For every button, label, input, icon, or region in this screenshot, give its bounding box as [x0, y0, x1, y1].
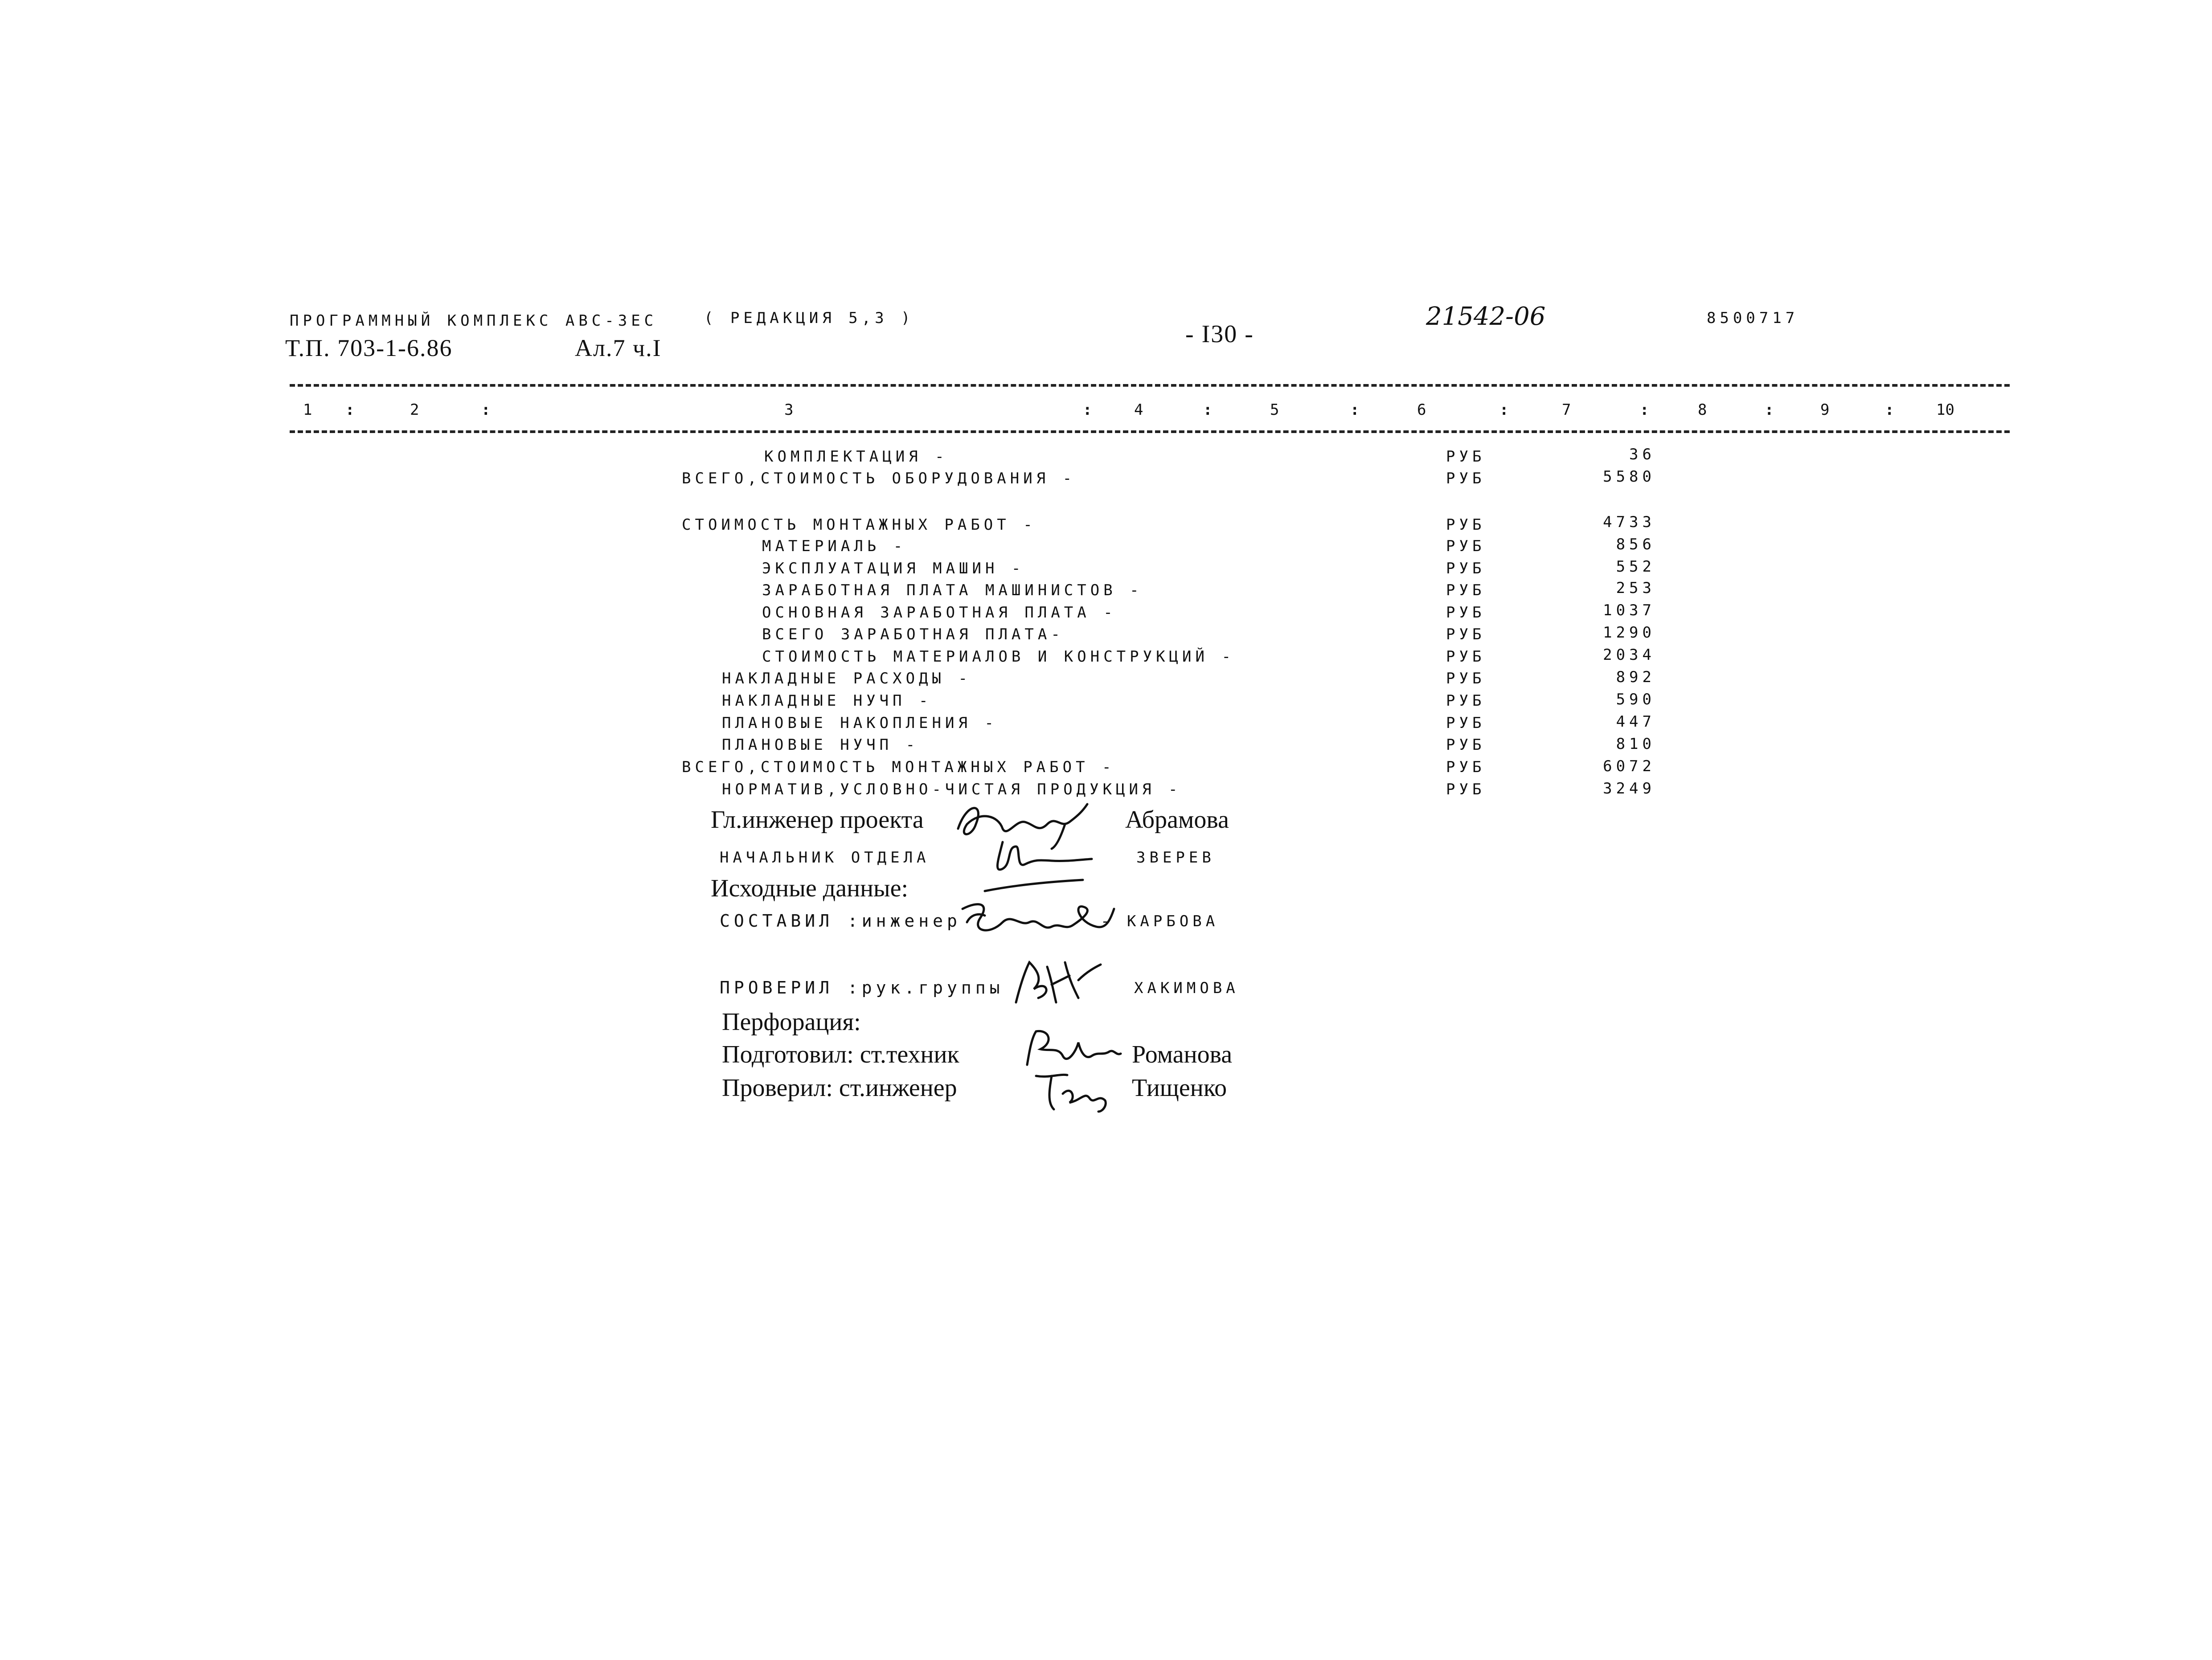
row-unit: РУБ: [1446, 516, 1486, 534]
department-head-title: НАЧАЛЬНИК ОТДЕЛА: [720, 849, 930, 867]
row-unit: РУБ: [1446, 581, 1486, 599]
row-value: 810: [1616, 735, 1655, 753]
row-label: НАКЛАДНЫЕ НУЧП -: [722, 692, 932, 710]
column-header-10: 10: [1936, 401, 1954, 419]
checked-title-text: ПРОВЕРИЛ :рук.группы: [720, 978, 1004, 998]
row-unit: РУБ: [1446, 714, 1486, 732]
row-value: 3249: [1603, 780, 1655, 797]
row-label: ОСНОВНАЯ ЗАРАБОТНАЯ ПЛАТА -: [762, 604, 1117, 621]
column-header-6: 6: [1417, 401, 1426, 419]
column-separator: :: [1499, 401, 1509, 419]
album-label: Ал.7 ч.I: [575, 335, 662, 361]
row-label: ПЛАНОВЫЕ НУЧП -: [722, 736, 919, 754]
column-separator: :: [1885, 401, 1894, 419]
row-label: ПЛАНОВЫЕ НАКОПЛЕНИЯ -: [722, 714, 998, 732]
verified-title: Проверил: ст.инженер: [722, 1074, 957, 1102]
compiled-name: - КАРБОВА: [1101, 912, 1219, 930]
row-label: НАКЛАДНЫЕ РАСХОДЫ -: [722, 670, 971, 687]
row-unit: РУБ: [1446, 781, 1486, 798]
row-unit: РУБ: [1446, 604, 1486, 621]
verified-name: Тищенко: [1132, 1074, 1227, 1102]
column-header-9: 9: [1820, 401, 1830, 419]
row-value: 590: [1616, 691, 1655, 708]
row-value: 2034: [1603, 646, 1655, 664]
column-separator: :: [345, 401, 355, 419]
column-header-5: 5: [1270, 401, 1279, 419]
row-label: ВСЕГО,СТОИМОСТЬ ОБОРУДОВАНИЯ -: [682, 470, 1076, 487]
checked-title: [720, 978, 1004, 998]
row-unit: РУБ: [1446, 626, 1486, 643]
row-value: 856: [1616, 536, 1655, 553]
row-value: 253: [1616, 579, 1655, 597]
chief-engineer-title: Гл.инженер проекта: [711, 806, 924, 834]
row-value: 1037: [1603, 601, 1655, 619]
checked-signature: [1007, 953, 1105, 1011]
column-separator: :: [1765, 401, 1774, 419]
checked-name: ХАКИМОВА: [1134, 979, 1239, 997]
project-code: Т.П. 703-1-6.86: [285, 335, 453, 361]
table-top-rule: [290, 384, 2010, 387]
row-label: ЭКСПЛУАТАЦИЯ МАШИН -: [762, 560, 1025, 577]
handwritten-code: 21542-06: [1426, 302, 1546, 331]
row-label: МАТЕРИАЛЬ -: [762, 537, 907, 555]
row-unit: РУБ: [1446, 537, 1486, 555]
column-header-4: 4: [1134, 401, 1143, 419]
row-label: ВСЕГО ЗАРАБОТНАЯ ПЛАТА-: [762, 626, 1064, 643]
row-value: 1290: [1603, 624, 1655, 642]
row-unit: РУБ: [1446, 560, 1486, 577]
row-label: КОМПЛЕКТАЦИЯ -: [764, 448, 948, 466]
prepared-name: Романова: [1132, 1041, 1233, 1068]
row-unit: РУБ: [1446, 736, 1486, 754]
compiled-title: [720, 911, 961, 931]
row-value: 552: [1616, 558, 1655, 576]
program-title: ПРОГРАММНЫЙ КОМПЛЕКС АВС-3ЕС: [290, 312, 658, 330]
source-data-title: Исходные данные:: [711, 875, 909, 902]
perforation-title: Перфорация:: [722, 1008, 861, 1036]
column-header-3: 3: [784, 401, 794, 419]
row-label: НОРМАТИВ,УСЛОВНО-ЧИСТАЯ ПРОДУКЦИЯ -: [722, 781, 1182, 798]
row-label: ВСЕГО,СТОИМОСТЬ МОНТАЖНЫХ РАБОТ -: [682, 758, 1115, 776]
column-header-7: 7: [1562, 401, 1571, 419]
column-header-8: 8: [1698, 401, 1707, 419]
document-number: 8500717: [1707, 309, 1799, 327]
row-label: СТОИМОСТЬ МОНТАЖНЫХ РАБОТ -: [682, 516, 1036, 534]
prepared-title: Подготовил: ст.техник: [722, 1041, 959, 1068]
row-value: 892: [1616, 668, 1655, 686]
column-separator: :: [1350, 401, 1360, 419]
prepared-signature: [1018, 1025, 1125, 1074]
page-number: - I30 -: [1185, 320, 1254, 348]
column-separator: :: [1203, 401, 1213, 419]
compiled-title-text: СОСТАВИЛ :инженер: [720, 911, 961, 931]
row-value: 6072: [1603, 757, 1655, 775]
column-header-1: 1: [303, 401, 312, 419]
column-separator: :: [1640, 401, 1649, 419]
department-head-signature: [976, 833, 1101, 900]
column-separator: :: [1083, 401, 1092, 419]
row-unit: РУБ: [1446, 692, 1486, 710]
row-value: 5580: [1603, 468, 1655, 486]
row-value: 36: [1629, 446, 1655, 463]
edition-label: ( РЕДАКЦИЯ 5,3 ): [704, 309, 914, 327]
row-unit: РУБ: [1446, 470, 1486, 487]
row-label: СТОИМОСТЬ МАТЕРИАЛОВ И КОНСТРУКЦИЙ -: [762, 648, 1235, 666]
column-separator: :: [481, 401, 491, 419]
table-header-rule: [290, 430, 2010, 433]
chief-engineer-name: Абрамова: [1125, 806, 1229, 834]
row-unit: РУБ: [1446, 670, 1486, 687]
verified-signature: [1032, 1067, 1112, 1116]
row-unit: РУБ: [1446, 758, 1486, 776]
row-unit: РУБ: [1446, 648, 1486, 666]
row-value: 447: [1616, 713, 1655, 731]
column-header-2: 2: [410, 401, 419, 419]
department-head-name: ЗВЕРЕВ: [1136, 849, 1215, 867]
row-label: ЗАРАБОТНАЯ ПЛАТА МАШИНИСТОВ -: [762, 581, 1143, 599]
row-unit: РУБ: [1446, 448, 1486, 466]
row-value: 4733: [1603, 513, 1655, 531]
